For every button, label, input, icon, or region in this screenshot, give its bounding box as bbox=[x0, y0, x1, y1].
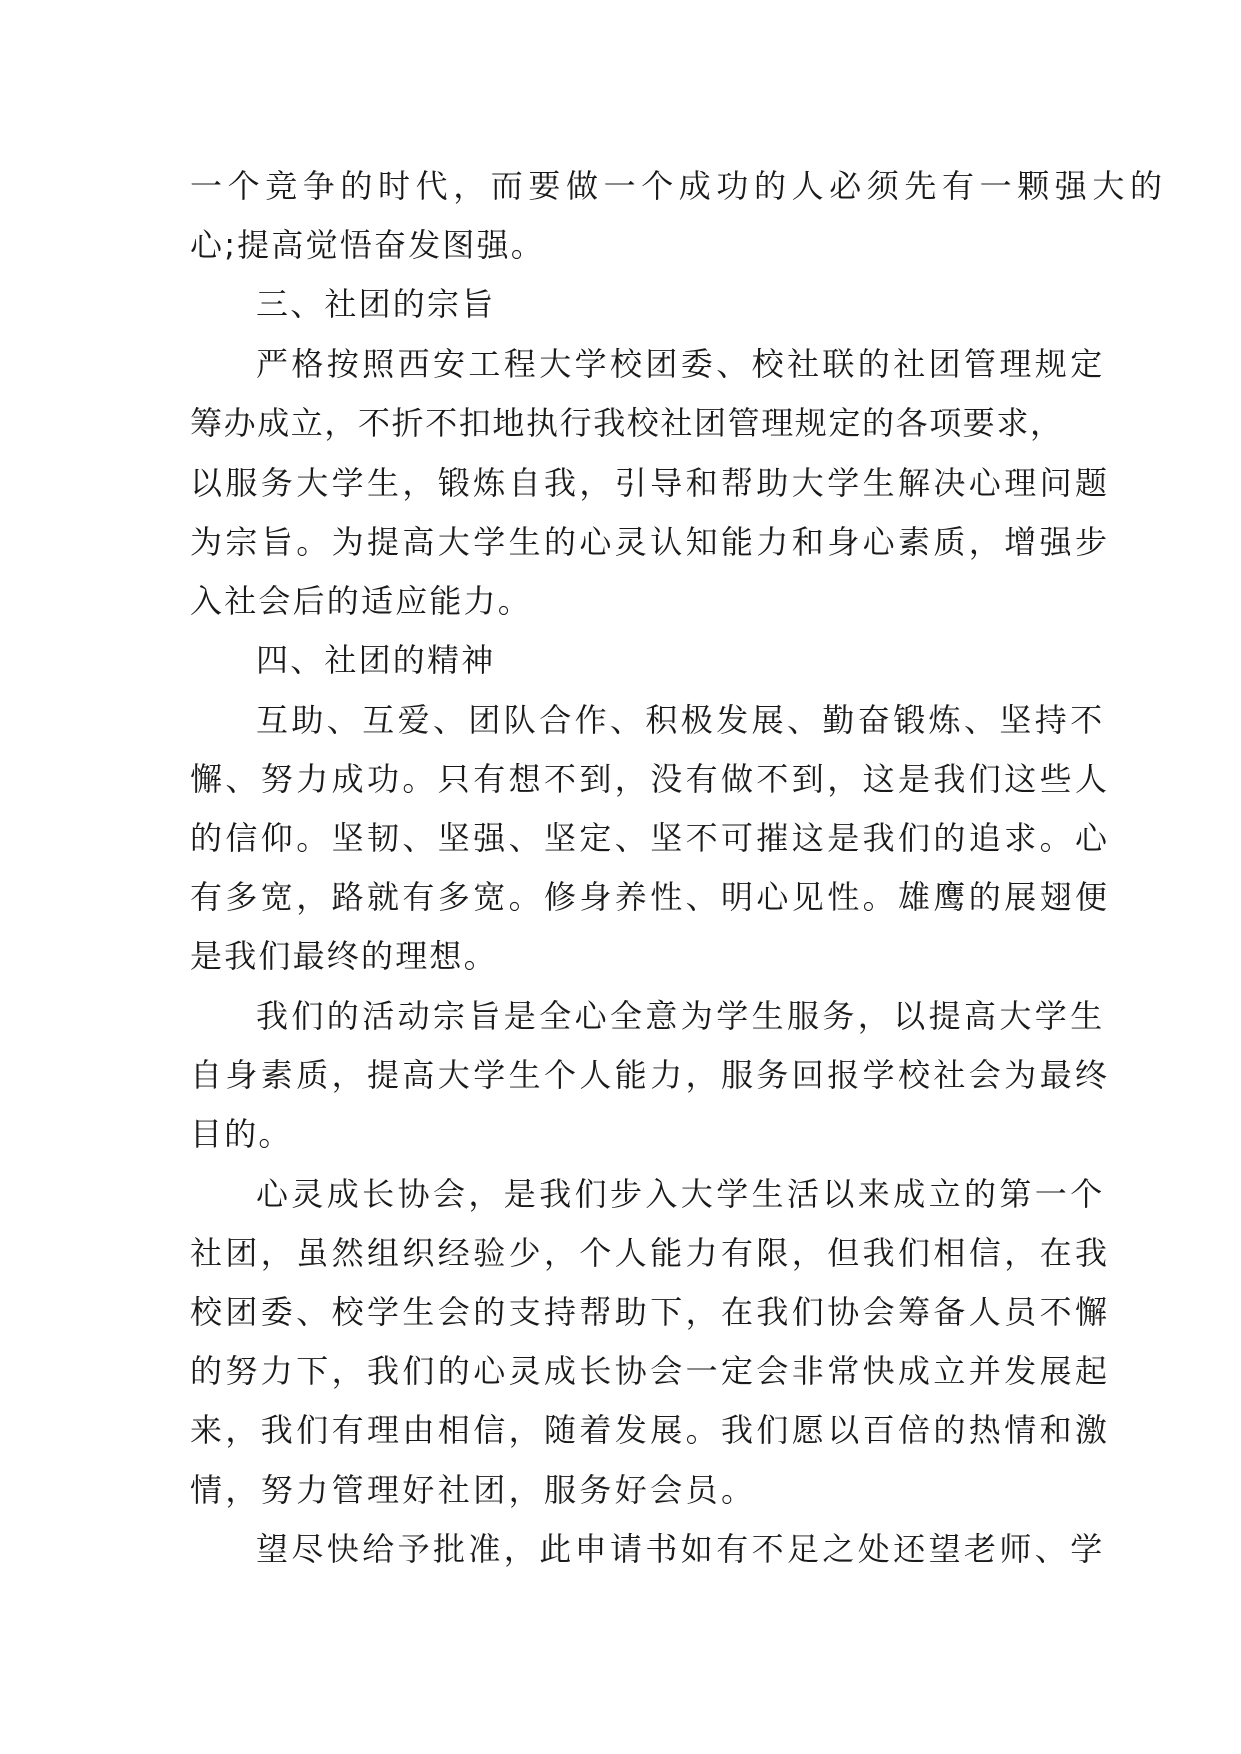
text-line: 我们的活动宗旨是全心全意为学生服务，以提高大学生 bbox=[256, 997, 1106, 1035]
text-line: 互助、互爱、团队合作、积极发展、勤奋锻炼、坚持不 bbox=[256, 701, 1106, 739]
section-heading: 四、社团的精神 bbox=[256, 641, 496, 679]
text-line: 目的。 bbox=[190, 1115, 293, 1153]
text-line: 自身素质，提高大学生个人能力，服务回报学校社会为最终 bbox=[190, 1056, 1111, 1094]
text-line: 是我们最终的理想。 bbox=[190, 937, 498, 975]
text-line: 的努力下，我们的心灵成长协会一定会非常快成立并发展起 bbox=[190, 1352, 1111, 1390]
text-line: 的信仰。坚韧、坚强、坚定、坚不可摧这是我们的追求。心 bbox=[190, 819, 1111, 857]
text-line: 入社会后的适应能力。 bbox=[190, 582, 533, 620]
text-line: 严格按照西安工程大学校团委、校社联的社团管理规定 bbox=[256, 345, 1106, 383]
text-line: 社团，虽然组织经验少，个人能力有限，但我们相信，在我 bbox=[190, 1234, 1111, 1272]
text-line: 心;提高觉悟奋发图强。 bbox=[190, 226, 545, 264]
text-line: 有多宽，路就有多宽。修身养性、明心见性。雄鹰的展翅便 bbox=[190, 878, 1111, 916]
text-line: 为宗旨。为提高大学生的心灵认知能力和身心素质，增强步 bbox=[190, 523, 1111, 561]
text-line: 懈、努力成功。只有想不到，没有做不到，这是我们这些人 bbox=[190, 760, 1111, 798]
text-line: 望尽快给予批准，此申请书如有不足之处还望老师、学 bbox=[256, 1530, 1106, 1568]
text-line: 校团委、校学生会的支持帮助下，在我们协会筹备人员不懈 bbox=[190, 1293, 1111, 1331]
text-line: 情，努力管理好社团，服务好会员。 bbox=[190, 1471, 757, 1509]
section-heading: 三、社团的宗旨 bbox=[256, 285, 496, 323]
text-line: 一个竞争的时代，而要做一个成功的人必须先有一颗强大的 bbox=[190, 167, 1168, 205]
text-line: 心灵成长协会，是我们步入大学生活以来成立的第一个 bbox=[256, 1175, 1106, 1213]
text-line: 筹办成立，不折不扣地执行我校社团管理规定的各项要求， bbox=[190, 404, 1064, 442]
text-line: 来，我们有理由相信，随着发展。我们愿以百倍的热情和激 bbox=[190, 1411, 1111, 1449]
text-line: 以服务大学生，锻炼自我，引导和帮助大学生解决心理问题 bbox=[190, 464, 1111, 502]
